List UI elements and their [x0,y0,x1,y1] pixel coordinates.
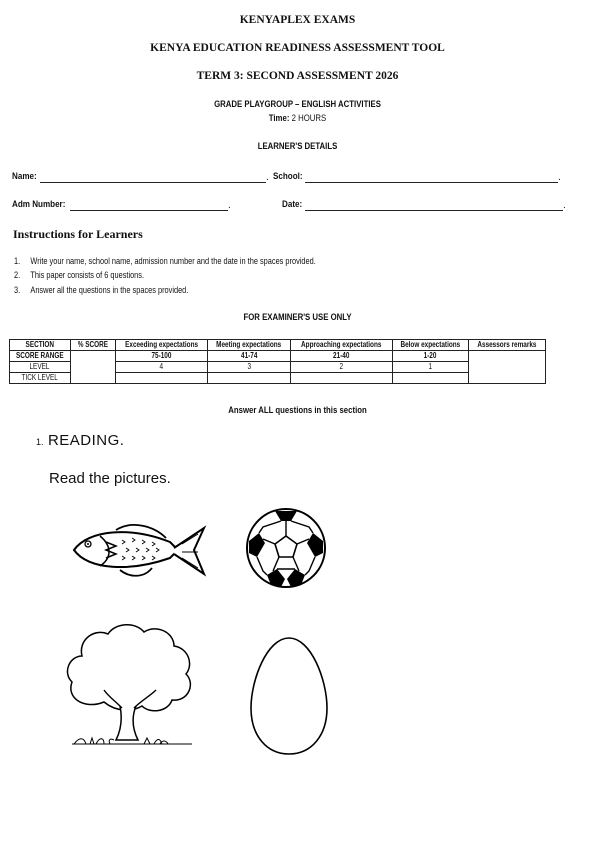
name-field[interactable] [40,182,266,183]
exam-provider: KENYAPLEX EXAMS [239,14,356,26]
learner-details-heading: LEARNER'S DETAILS [257,141,338,152]
adm-dot: . [228,200,231,211]
table-cell: 1 [392,362,469,373]
table-cell: 1-20 [392,351,469,362]
row-label: SCORE RANGE [10,351,71,362]
header-cell: Assessors remarks [469,340,546,351]
examiner-table [9,339,546,384]
table-cell: 75-100 [116,351,208,362]
tick-cell[interactable] [116,373,208,384]
table-cell: 2 [291,362,392,373]
question-prompt: Read the pictures. [49,470,171,487]
term-title: TERM 3: SECOND ASSESSMENT 2026 [196,70,399,82]
egg-icon [249,636,329,756]
row-label: LEVEL [10,362,71,373]
question-title: READING. [47,432,125,449]
instruction-text: Answer all the questions in the spaces provided. [30,285,189,295]
name-dot: . [266,172,269,183]
adm-number-label: Adm Number: [12,199,66,210]
table-cell: 21-40 [291,351,392,362]
date-dot: . [563,200,566,211]
tick-cell[interactable] [392,373,469,384]
instruction-text: Write your name, school name, admission number and the date in the spaces provided. [30,256,316,266]
examiner-heading: FOR EXAMINER'S USE ONLY [243,312,352,323]
school-dot: . [558,172,561,183]
table-cell: 3 [208,362,291,373]
instruction-number: 1. [14,256,21,266]
question-heading [36,432,124,450]
table-row [10,351,546,362]
instruction-item [14,285,188,295]
question-number: 1. [36,437,44,447]
subject-title: GRADE PLAYGROUP – ENGLISH ACTIVITIES [214,99,381,110]
tick-cell[interactable] [208,373,291,384]
time-line [54,113,542,124]
name-label: Name: [12,171,37,182]
instruction-number: 2. [14,270,21,280]
instruction-number: 3. [14,285,21,295]
header-cell: Below expectations [392,340,469,351]
tick-cell[interactable] [291,373,392,384]
score-cell[interactable] [70,351,116,384]
school-field[interactable] [305,182,558,183]
section-note: Answer ALL questions in this section [228,405,367,416]
instruction-text: This paper consists of 6 questions. [30,270,145,280]
table-cell: 4 [116,362,208,373]
adm-number-field[interactable] [70,210,228,211]
tree-icon [64,620,199,750]
table-cell: 41-74 [208,351,291,362]
row-label: TICK LEVEL [10,373,71,384]
instruction-item [14,256,316,266]
fish-icon [70,520,208,582]
time-value: 2 HOURS [291,113,327,124]
table-header-row [10,340,546,351]
date-label: Date: [282,199,303,210]
header-cell: % SCORE [70,340,116,351]
header-cell: Exceeding expectations [116,340,208,351]
header-cell: SECTION [10,340,71,351]
time-label: Time: [268,113,290,124]
header-cell: Approaching expectations [291,340,392,351]
header-cell: Meeting expectations [208,340,291,351]
instructions-title: Instructions for Learners [13,227,143,241]
date-field[interactable] [305,210,563,211]
ball-icon [245,507,327,589]
school-label: School: [273,171,303,182]
assessment-tool-title: KENYA EDUCATION READINESS ASSESSMENT TOOL [150,42,445,54]
remarks-cell[interactable] [469,351,546,384]
instruction-item [14,270,144,280]
